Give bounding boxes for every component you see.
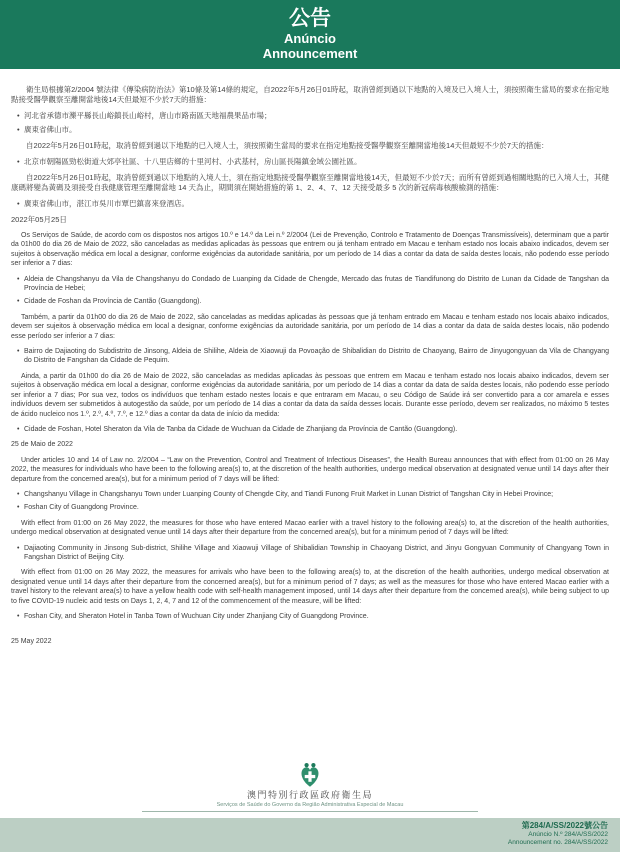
- pt-list-3: [11, 425, 609, 434]
- list-item: • Changshanyu Village in Changshanyu Town under Luanping County of Chengde City, and Tiandi Funong Fruit Market in Lunan District of Tangshan City in Hebei Province;: [24, 490, 609, 499]
- announcement-number-en: Announcement no. 284/A/SS/2022: [507, 839, 608, 846]
- list-item: • Foshan City of Guangdong Province.: [24, 503, 609, 512]
- logo-divider: [142, 811, 478, 812]
- page-title-en: Announcement: [262, 46, 358, 61]
- zh-list-2: [11, 157, 609, 167]
- list-item: • 河北省承德市灤平縣長山峪鎮長山峪村，唐山市路南區天地福農果品市場；: [24, 111, 609, 121]
- document-body: [0, 69, 620, 647]
- section-english: [11, 456, 609, 647]
- pt-list-1: [11, 275, 609, 307]
- en-list-1: [11, 490, 609, 513]
- en-paragraph-3: With effect from 01:00 on 26 May 2022, the measures for arrivals who have been to the following area(s) to, at the discretion of the health authorities, undergo medical observation at designated venue until 14 days after their departure from the concerned area(s), but for a minimum period of 7 days; as well as the measures for those who have entered Macao earlier with a travel history to the relevant area(s) to have a yellow health code with self-health management imposed, until 14 days after their departure from the concerned area(s), while being subject to up to five COVID-19 nucleic acid tests on Days 1, 2, 4, 7 and 12 of the commencement of the measure, will be lifted:: [11, 569, 609, 605]
- reference-footer: [0, 818, 620, 852]
- health-bureau-logo-block: [0, 762, 620, 816]
- page-title-pt: Anúncio: [284, 31, 336, 46]
- list-item: • Cidade de Foshan da Província de Cantão (Guangdong).: [24, 297, 609, 306]
- list-item: • Aldeia de Changshanyu da Vila de Changshanyu do Condado de Luanping da Cidade de Chengde, Mercado das frutas de Tiandifunong do Distrito de Lunan da Cidade de Tangshan da Província de Hebei;: [24, 275, 609, 294]
- announcement-number-pt: Anúncio N.º 284/A/SS/2022: [528, 831, 608, 838]
- page-title-zh: 公告: [289, 7, 331, 30]
- section-portuguese: [11, 231, 609, 450]
- zh-paragraph-3: 自2022年5月26日01時起，取消曾經到過以下地點的入境人士，須在指定地點接受醫學觀察至離開當地後14天，但最短不少於7天；而所有曾經到過相關地點的已入境人士，其健康碼將變為黃碼及須接受自我健康管理至離開當地 14 天為止，期間須在開始措施的第 1、2、4、7、12 天接受最多 5 次的新冠病毒核酸檢測的措施：: [11, 173, 609, 192]
- zh-list-3: [11, 199, 609, 209]
- heart-cross-logo-icon: [297, 762, 323, 788]
- pt-paragraph-3: Ainda, a partir da 01h00 do dia 26 de Maio de 2022, são canceladas as medidas aplicadas às pessoas que entrem em Macau e tenham estado nos locais abaixo indicados, devem ser sujeitos à observação médica em local a designar, conforme exigências da autoridade sanitária, por um período de 14 dias a contar da data de saída destes locais, não podendo esse período ser inferior a 7 dias; Por sua vez, todos os indivíduos que tenham estado nestes locais e que entraram em Macau, o seu Código de Saúde irá ser convertido para a cor amarela e esses indivíduos devem ser submetidos à autogestão da saúde, por um período de 14 dias a contar da data da saída desses locais. Durante esse período, devem ser realizados, no máximo 5 testes de ácido nucleico nos 1.º, 2.º, 4.º, 7.º, e 12.º dias a contar da data de início da medida:: [11, 372, 609, 418]
- zh-paragraph-2: 自2022年5月26日01時起，取消曾經到過以下地點的已入境人士，須按照衛生當局的要求在指定地點接受醫學觀察至離開當地後14天但最短不少於7天的措施：: [26, 141, 549, 150]
- pt-paragraph-1: Os Serviços de Saúde, de acordo com os dispostos nos artigos 10.º e 14.º da Lei n.º 2/2004 (Lei de Prevenção, Controlo e Tratamento de Doenças Transmissíveis), determinam que a partir da 01h00 do dia 26 de Maio de 2022, são canceladas as medidas aplicadas às pessoas que entrem ou já tenham entrado em Macau e tenham estado nos locais abaixo indicados, devem ser sujeitos à observação médica em local a designar, conforme exigências da autoridade sanitária, por um período de 14 dias a contar da data de saída destes locais, não podendo esse período ser inferior a 7 dias:: [11, 232, 609, 268]
- announcement-number-zh: 第284/A/SS/2022號公告: [521, 821, 608, 830]
- list-item: • 北京市朝陽區勁松街道大郊亭社區、十八里店鄉的十里河村、小武基村，房山區長陽鎮金域公園社區。: [24, 157, 609, 167]
- list-item: • 廣東省佛山市，湛江市吳川市覃巴鎮喜來登酒店。: [24, 199, 609, 209]
- list-item: • Bairro de Dajiaoting do Subdistrito de Jinsong, Aldeia de Shilihe, Aldeia de Xiaowuji da Povoação de Shibalidian do Distrito de Chaoyang, Bairro de Jinyugongyuan da Vila de Changyang do Distrito de Fangshan da Cidade de Pequim.: [24, 347, 609, 366]
- list-item: • Foshan City, and Sheraton Hotel in Tanba Town of Wuchuan City under Zhanjiang City of Guangdong Province.: [24, 612, 609, 621]
- zh-paragraph-1: 衛生局根據第2/2004 號法律《傳染病防治法》第10條及第14條的規定，自2022年5月26日01時起，取消曾經到過以下地點的入境及已入境人士，須按照衛生當局的要求在指定地點接受醫學觀察至離開當地後14天但最短不少於7天的措施：: [11, 85, 609, 104]
- pt-date: 25 de Maio de 2022: [11, 441, 73, 449]
- zh-list-1: [11, 111, 609, 135]
- title-banner: [0, 0, 620, 69]
- list-item: • Dajiaoting Community in Jinsong Sub-district, Shilihe Village and Xiaowuji Village of Shibalidian Township in Chaoyang District, and Jinyu Gongyuan Community of Changyang Town in Fangshan District of Beijing City.: [24, 544, 609, 563]
- en-paragraph-1: Under articles 10 and 14 of Law no. 2/2004 – “Law on the Prevention, Control and Treatment of Infectious Diseases”, the Health Bureau announces that with effect from 01:00 on 26 May 2022, the measures for individuals who have been to the following area(s) to, at the discretion of the health authorities, undergo medical observation at designated venue until 14 days after their departure from the concerned area(s), but for a minimum period of 7 days will be lifted:: [11, 456, 609, 483]
- pt-paragraph-2: Também, a partir da 01h00 do dia 26 de Maio de 2022, são canceladas as medidas aplicadas às pessoas que já tenham entrado em Macau e tenham estado nos locais abaixo indicados, devem ser sujeitos à observação médica em local a designar, conforme exigências da autoridade sanitária, por um período de 14 dias a contar da data de saída destes locais, não podendo esse período ser inferior a 7 dias:: [11, 313, 609, 340]
- list-item: • Cidade de Foshan, Hotel Sheraton da Vila de Tanba da Cidade de Wuchuan da Cidade de Zhanjiang da Província de Cantão (Guangdong).: [24, 425, 609, 434]
- section-chinese: [11, 85, 609, 225]
- en-list-3: [11, 612, 609, 621]
- list-item: • 廣東省佛山市。: [24, 125, 609, 135]
- zh-date: 2022年05月25日: [11, 215, 67, 224]
- pt-list-2: [11, 347, 609, 366]
- org-name-pt: Serviços de Saúde do Governo da Região Administrativa Especial de Macau: [216, 802, 404, 808]
- en-list-2: [11, 544, 609, 563]
- org-name-zh: 澳門特別行政區政府衛生局: [246, 790, 373, 800]
- en-date: 25 May 2022: [11, 638, 52, 646]
- en-paragraph-2: With effect from 01:00 on 26 May 2022, the measures for those who have entered Macao earlier with a travel history to the following area(s) to, at the discretion of the health authorities, undergo medical observation at designated venue until 14 days after their departure from the concerned area(s), but for a minimum period of 7 days will be lifted:: [11, 519, 609, 537]
